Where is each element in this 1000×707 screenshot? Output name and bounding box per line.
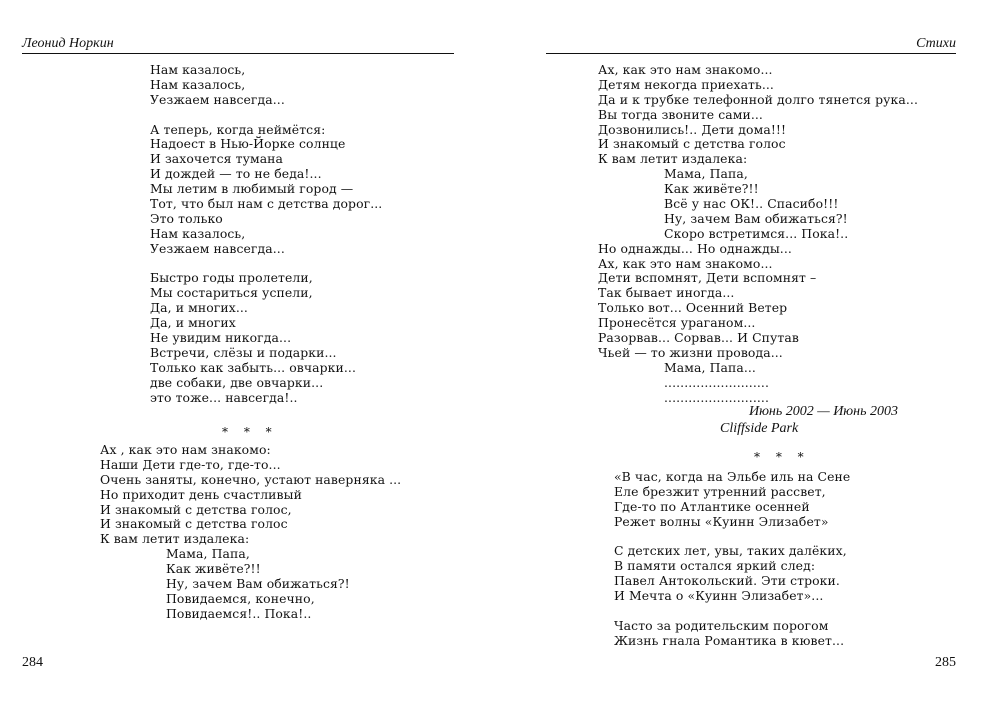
poem-line: В памяти остался яркий след: <box>614 558 816 574</box>
poem-line: это тоже... навсегда!.. <box>150 389 298 405</box>
poem-line: «В час, когда на Эльбе иль на Сене <box>614 469 851 484</box>
poem-line: Как живёте?!! <box>166 561 261 577</box>
poem-line: Да, и многих... <box>150 300 248 316</box>
page-number: 285 <box>935 655 956 670</box>
poem-line: Но приходит день счастливый <box>100 486 302 502</box>
header-rule <box>546 53 956 54</box>
header-rule <box>22 53 454 54</box>
poem-line: С детских лет, увы, таких далёких, <box>614 543 847 559</box>
poem-line: Вы тогда звоните сами... <box>598 106 763 122</box>
poem-line: Мама, Папа, <box>166 546 250 562</box>
poem-line: Но однажды... Но однажды... <box>598 240 792 256</box>
poem-line: И Мечта о «Куинн Элизабет»... <box>614 588 824 604</box>
poem-line: Дети вспомнят, Дети вспомнят – <box>598 270 817 286</box>
poem-line: Нам казалось, <box>150 225 246 241</box>
poem-line: Мы летим в любимый город — <box>150 181 354 197</box>
poem-line: Ну, зачем Вам обижаться?! <box>166 576 350 592</box>
poem-line: Мама, Папа... <box>664 359 756 375</box>
poem-line: Да, и многих <box>150 315 236 331</box>
poem-line: Только как забыть... овчарки... <box>150 359 356 375</box>
poem-line: Очень заняты, конечно, устают наверняка ... <box>100 471 402 487</box>
poem-line: Это только <box>150 210 223 226</box>
poem-line: Быстро годы пролетели, <box>150 270 313 286</box>
section-separator: * * * <box>754 450 810 464</box>
poem-line: Скоро встретимся... Пока!.. <box>664 225 849 241</box>
stanza-break <box>150 257 382 272</box>
poem-line: Всё у нас ОК!.. Спасибо!!! <box>664 196 839 212</box>
poem-line: Нам казалось, <box>150 62 246 77</box>
poem-line: Мама, Папа, <box>664 166 748 182</box>
poem-line: Уезжаем навсегда... <box>150 91 285 107</box>
poem-line: .......................... <box>664 389 770 405</box>
poem-line: Режет волны «Куинн Элизабет» <box>614 513 829 529</box>
poem-line: Мы состариться успели, <box>150 285 313 301</box>
poem-line: К вам летит издалека: <box>598 151 748 167</box>
poem-line: Еле брезжит утренний рассвет, <box>614 483 826 499</box>
right-page <box>500 0 1000 707</box>
poem-line: Как живёте?!! <box>664 181 759 197</box>
poem-line: две собаки, две овчарки... <box>150 374 324 390</box>
poem-line: Так бывает иногда... <box>598 285 735 301</box>
running-head-author: Леонид Норкин <box>22 36 114 51</box>
poem-line: Ах, как это нам знакомо... <box>598 255 773 271</box>
running-head-section: Стихи <box>916 36 956 51</box>
poem-line: К вам летит издалека: <box>100 531 250 547</box>
poem-line: Встречи, слёзы и подарки... <box>150 344 337 360</box>
poem-line: Часто за родительским порогом <box>614 617 829 633</box>
poem-line: Павел Антокольский. Эти строки. <box>614 573 840 589</box>
poem-line: Надоест в Нью-Йорке солнце <box>150 136 346 152</box>
section-separator: * * * <box>222 425 278 439</box>
poem-line: Пронесётся ураганом... <box>598 315 756 331</box>
poem-line: Ах, как это нам знакомо... <box>598 62 773 77</box>
poem-stanza-block <box>150 63 382 405</box>
poem-line: И захочется тумана <box>150 151 284 167</box>
poem-line: Нам казалось, <box>150 76 246 92</box>
poem-line: Повидаемся!.. Пока!.. <box>166 605 312 621</box>
poem-line: Ну, зачем Вам обижаться?! <box>664 210 848 226</box>
poem-line: Чьей — то жизни провода... <box>598 344 783 360</box>
poem-line: И знакомый с детства голос <box>598 136 786 152</box>
poem-line: Ах , как это нам знакомо: <box>100 442 271 457</box>
poem-line: Только вот... Осенний Ветер <box>598 300 788 316</box>
poem-line: Дозвонились!.. Дети дома!!! <box>598 121 787 137</box>
poem-line: И знакомый с детства голос <box>100 516 288 532</box>
poem-stanza-block <box>614 470 850 649</box>
stanza-break <box>150 108 382 123</box>
poem-line: Детям некогда приехать... <box>598 76 774 92</box>
poem-line: И дождей — то не беда!... <box>150 166 322 182</box>
poem-line: Повидаемся, конечно, <box>166 590 315 606</box>
poem-line: Тот, что был нам с детства дорог... <box>150 196 383 212</box>
poem-line: И знакомый с детства голос, <box>100 501 292 517</box>
poem-line: А теперь, когда неймётся: <box>150 121 326 137</box>
poem-line: Жизнь гнала Романтика в кювет... <box>614 632 845 648</box>
poem-line: Наши Дети где-то, где-то... <box>100 456 281 472</box>
poem-line: Где-то по Атлантике осенней <box>614 498 810 514</box>
stanza-break <box>614 604 850 619</box>
poem-line: Не увидим никогда... <box>150 330 292 346</box>
signature-place: Cliffside Park <box>720 421 799 436</box>
poem-line: Уезжаем навсегда... <box>150 240 285 256</box>
poem-signature <box>720 403 898 437</box>
page-number: 284 <box>22 655 43 670</box>
poem-stanza-block <box>598 63 918 405</box>
poem-line: Да и к трубке телефонной долго тянется рука... <box>598 91 918 107</box>
poem-line: Разорвав... Сорвав... И Спутав <box>598 330 799 346</box>
signature-date: Июнь 2002 — Июнь 2003 <box>748 404 898 419</box>
stanza-break <box>614 530 850 545</box>
poem-stanza-block <box>100 443 401 622</box>
poem-line: .......................... <box>664 374 770 390</box>
